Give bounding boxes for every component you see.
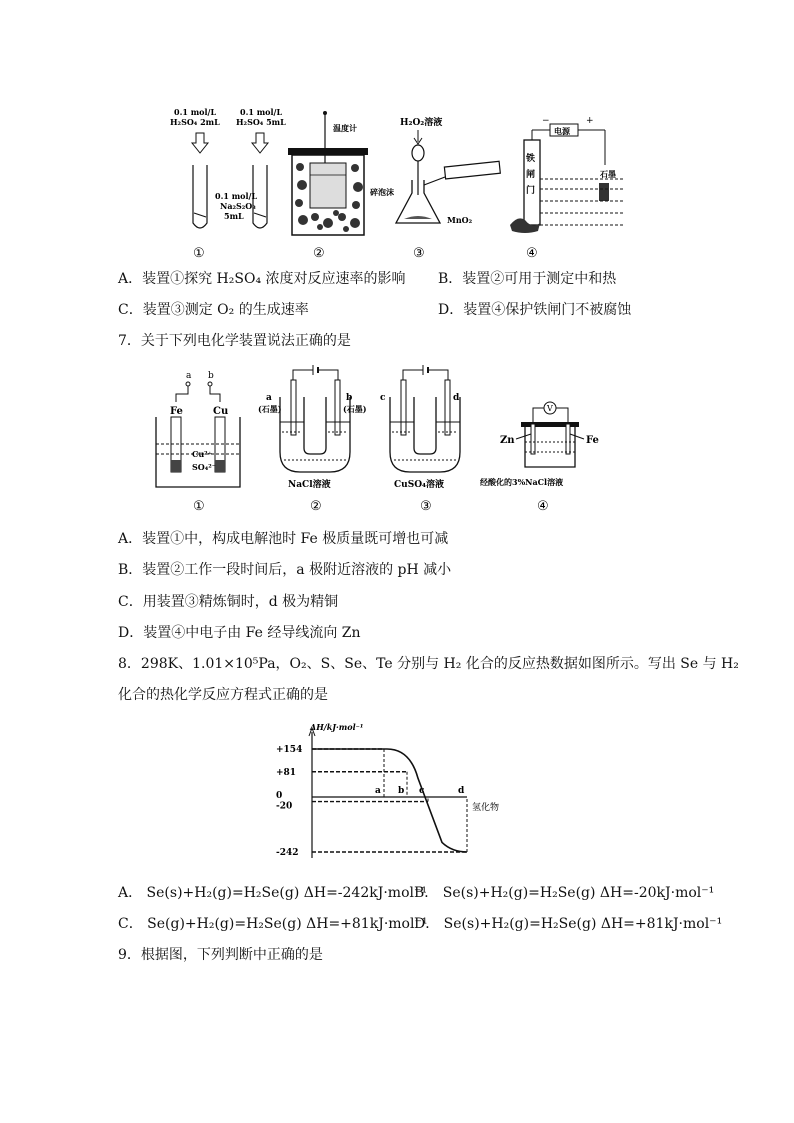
y-tick-label: +81 xyxy=(276,767,297,778)
enthalpy-curve xyxy=(312,749,467,852)
point-label-a: a xyxy=(375,786,381,796)
q7-figure xyxy=(148,362,618,517)
q8-option-a: A． Se(s)+H₂(g)=H₂Se(g) ΔH=-242kJ·mol⁻¹ xyxy=(118,885,427,901)
apparatus-4 xyxy=(510,116,625,261)
syringe xyxy=(444,161,500,179)
q6-option-d: D．装置④保护铁闸门不被腐蚀 xyxy=(438,302,632,318)
q8-stem-line1: 8．298K、1.01×10⁵Pa，O₂、S、Se、Te 分别与 H₂ 化合的反应热数据如图所示。写出 Se 与 H₂ xyxy=(118,656,739,672)
graphite-label: 石墨 xyxy=(600,169,616,179)
q8-chart xyxy=(272,718,522,868)
h2o2-label: H₂O₂溶液 xyxy=(400,118,443,128)
q9-stem: 9．根据图，下列判断中正确的是 xyxy=(118,947,323,963)
svg-text:经酸化的3%NaCl溶液: 经酸化的3%NaCl溶液 xyxy=(480,477,564,487)
x-axis-label: 氢化物 xyxy=(472,803,500,813)
q7-option-b: B．装置②工作一段时间后，a 极附近溶液的 pH 减小 xyxy=(118,562,452,578)
arrow-down-icon xyxy=(252,133,268,153)
svg-text:(石墨): (石墨) xyxy=(343,404,367,414)
svg-text:(石墨): (石墨) xyxy=(258,404,282,414)
q7-stem: 7．关于下列电化学装置说法正确的是 xyxy=(118,333,351,349)
apparatus-2 xyxy=(288,111,394,261)
arrow-down-icon xyxy=(192,133,208,153)
q6-figure xyxy=(160,105,660,265)
caption-2: ② xyxy=(313,246,325,261)
svg-text:+: + xyxy=(586,116,594,126)
test-tube xyxy=(193,165,207,228)
thermometer-label: 温度计 xyxy=(333,123,357,133)
svg-text:a: a xyxy=(186,371,192,381)
svg-text:Fe: Fe xyxy=(170,406,183,417)
acid1-name: H₂SO₄ 2mL xyxy=(170,117,220,127)
q8-chart-svg xyxy=(272,718,522,868)
q6-option-b: B．装置②可用于测定中和热 xyxy=(438,271,617,287)
graphite-electrode xyxy=(599,183,609,201)
point-label-d: d xyxy=(458,786,465,796)
apparatus-3 xyxy=(396,116,500,261)
svg-text:b: b xyxy=(208,371,214,381)
svg-text:④: ④ xyxy=(537,499,549,514)
svg-text:c: c xyxy=(380,393,386,403)
power-label: 电源 xyxy=(554,126,570,136)
caption-1: ① xyxy=(193,246,205,261)
apparatus-1 xyxy=(170,107,286,261)
q8-option-d: D． Se(s)+H₂(g)=H₂Se(g) ΔH=+81kJ·mol⁻¹ xyxy=(414,916,723,932)
svg-text:Fe: Fe xyxy=(586,435,599,446)
thio-conc: 0.1 mol/L xyxy=(215,191,258,201)
funnel xyxy=(412,145,424,161)
acid2-conc: 0.1 mol/L xyxy=(240,107,283,117)
q7-option-d: D．装置④中电子由 Fe 经导线流向 Zn xyxy=(118,625,361,641)
cell-3 xyxy=(380,365,460,514)
q8-option-b: B． Se(s)+H₂(g)=H₂Se(g) ΔH=-20kJ·mol⁻¹ xyxy=(414,885,715,901)
thio-vol: 5mL xyxy=(224,211,244,221)
inner-beaker xyxy=(310,163,346,208)
svg-text:③: ③ xyxy=(420,499,432,514)
caption-3: ③ xyxy=(413,246,425,261)
mno2-label: MnO₂ xyxy=(447,215,473,225)
svg-text:−: − xyxy=(542,116,550,126)
svg-text:铁: 铁 xyxy=(526,154,536,164)
q6-option-a: A．装置①探究 H₂SO₄ 浓度对反应速率的影响 xyxy=(118,271,406,287)
point-label-c: c xyxy=(419,786,425,796)
svg-text:①: ① xyxy=(193,499,205,514)
svg-text:d: d xyxy=(453,393,460,403)
y-axis-label: ΔH/kJ·mol⁻¹ xyxy=(310,722,364,732)
svg-text:门: 门 xyxy=(526,186,536,196)
acid1-conc: 0.1 mol/L xyxy=(174,107,217,117)
y-tick-label: +154 xyxy=(276,745,303,755)
q6-figure-svg xyxy=(160,105,660,265)
svg-text:Zn: Zn xyxy=(500,435,515,446)
lid xyxy=(288,148,368,155)
point-label-b: b xyxy=(398,786,405,796)
svg-text:②: ② xyxy=(310,499,322,514)
caption-4: ④ xyxy=(526,246,538,261)
svg-text:SO₄²⁻: SO₄²⁻ xyxy=(192,462,216,472)
svg-text:CuSO₄溶液: CuSO₄溶液 xyxy=(394,480,444,490)
svg-text:闸: 闸 xyxy=(526,170,536,180)
y-tick-label: -242 xyxy=(276,848,299,858)
svg-text:NaCl溶液: NaCl溶液 xyxy=(288,480,331,490)
acid2-name: H₂SO₄ 5mL xyxy=(236,117,286,127)
svg-text:Cu: Cu xyxy=(213,406,229,417)
thio-name: Na₂S₂O₃ xyxy=(220,201,256,211)
svg-text:V: V xyxy=(547,404,553,413)
svg-text:b: b xyxy=(346,393,353,403)
cell-4 xyxy=(480,402,599,514)
q8-option-c: C． Se(g)+H₂(g)=H₂Se(g) ΔH=+81kJ·mol⁻¹ xyxy=(118,916,428,932)
y-tick-label: -20 xyxy=(276,801,293,812)
q8-stem-line2: 化合的热化学反应方程式正确的是 xyxy=(118,687,328,703)
q6-option-c: C．装置③测定 O₂ 的生成速率 xyxy=(118,302,309,318)
foam-label: 碎泡沫 xyxy=(370,187,394,197)
y-tick-label: 0 xyxy=(276,791,283,801)
svg-text:a: a xyxy=(266,393,272,403)
cell-2 xyxy=(258,365,367,514)
q7-figure-svg xyxy=(148,362,618,517)
svg-text:Cu²⁺: Cu²⁺ xyxy=(192,449,212,459)
cell-1 xyxy=(156,371,240,514)
iron-gate xyxy=(524,140,540,225)
q7-option-a: A．装置①中，构成电解池时 Fe 极质量既可增也可减 xyxy=(118,531,449,547)
q7-option-c: C．用装置③精炼铜时，d 极为精铜 xyxy=(118,594,339,610)
